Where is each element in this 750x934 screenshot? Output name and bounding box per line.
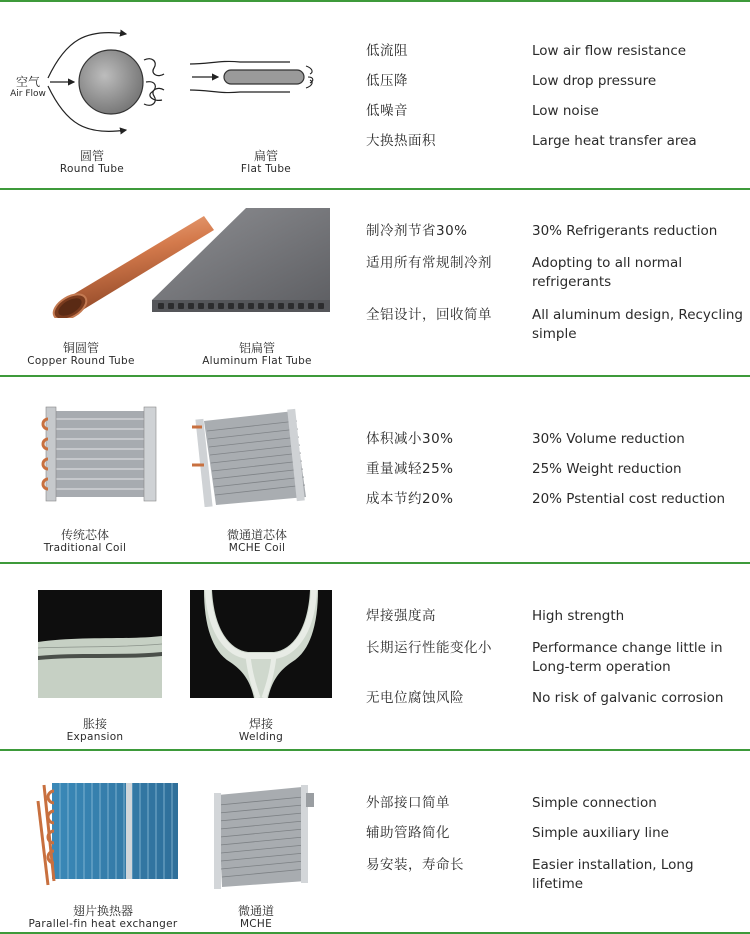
caption-zh: 微通道芯体 bbox=[226, 528, 287, 542]
airflow-label bbox=[6, 76, 50, 100]
feature-en: Performance change little in Long-term operation bbox=[532, 640, 723, 675]
feature-en: Easier installation, Long lifetime bbox=[532, 857, 694, 892]
feature-en: No risk of galvanic corrosion bbox=[532, 690, 724, 706]
caption-zh: 微通道 bbox=[237, 904, 274, 918]
expansion-joint-photo-icon bbox=[38, 590, 162, 698]
figure-caption bbox=[30, 529, 140, 555]
figure-caption bbox=[202, 529, 312, 555]
feature-en: Low drop pressure bbox=[532, 73, 657, 89]
mche-coil-photo-icon bbox=[190, 407, 322, 507]
feature-en: Low noise bbox=[532, 103, 599, 119]
feature-zh: 焊接强度高 bbox=[366, 608, 436, 624]
caption-en: Flat Tube bbox=[240, 163, 292, 175]
feature-en: Large heat transfer area bbox=[532, 133, 697, 149]
feature-zh: 低流阻 bbox=[366, 43, 408, 59]
figure-caption bbox=[28, 905, 178, 931]
feature-en: 30% Volume reduction bbox=[532, 431, 685, 447]
feature-en: 20% Pstential cost reduction bbox=[532, 491, 726, 507]
feature-zh: 成本节约20% bbox=[366, 491, 454, 507]
caption-en: Expansion bbox=[66, 731, 124, 743]
feature-zh: 无电位腐蚀风险 bbox=[366, 690, 464, 706]
feature-zh: 外部接口简单 bbox=[366, 795, 450, 811]
caption-zh: 传统芯体 bbox=[60, 528, 109, 542]
welding-joint-photo-icon bbox=[190, 590, 332, 698]
flat-tube-airflow-diagram-icon bbox=[190, 52, 330, 102]
figure-caption bbox=[40, 718, 150, 744]
figure-caption bbox=[40, 150, 144, 176]
feature-zh: 低压降 bbox=[366, 73, 408, 89]
section-finned-vs-mche bbox=[0, 751, 750, 932]
section-copper-vs-aluminum bbox=[0, 190, 750, 375]
caption-zh: 扁管 bbox=[253, 149, 278, 163]
feature-zh: 大换热面积 bbox=[366, 133, 436, 149]
caption-zh: 圆管 bbox=[79, 149, 104, 163]
feature-zh: 易安装，寿命长 bbox=[366, 857, 464, 873]
feature-zh: 体积减小30% bbox=[366, 431, 454, 447]
figure-caption bbox=[22, 342, 140, 368]
caption-en: MCHE Coil bbox=[228, 542, 286, 554]
aluminum-flat-tube-photo-icon bbox=[150, 206, 330, 314]
round-tube-airflow-diagram-icon bbox=[46, 20, 176, 145]
feature-zh: 制冷剂节省30% bbox=[366, 223, 468, 239]
figure-caption bbox=[214, 150, 318, 176]
feature-en: Low air flow resistance bbox=[532, 43, 687, 59]
feature-en: Adopting to all normal refrigerants bbox=[532, 255, 683, 290]
caption-en: Aluminum Flat Tube bbox=[202, 355, 312, 367]
traditional-coil-photo-icon bbox=[36, 403, 162, 503]
feature-zh: 重量减轻25% bbox=[366, 461, 454, 477]
mche-photo-icon bbox=[206, 783, 318, 891]
figure-caption bbox=[198, 342, 316, 368]
caption-zh: 铝扁管 bbox=[238, 341, 275, 355]
section-traditional-vs-mche-coil bbox=[0, 377, 750, 562]
feature-zh: 低噪音 bbox=[366, 103, 408, 119]
caption-zh: 焊接 bbox=[248, 717, 273, 731]
caption-en: Copper Round Tube bbox=[27, 355, 135, 367]
figure-caption bbox=[206, 718, 316, 744]
caption-en: Parallel-fin heat exchanger bbox=[28, 918, 178, 930]
caption-en: MCHE bbox=[239, 918, 273, 930]
feature-en: All aluminum design, Recycling simple bbox=[532, 307, 743, 342]
feature-en: High strength bbox=[532, 608, 625, 624]
parallel-fin-heat-exchanger-photo-icon bbox=[34, 781, 182, 891]
feature-zh: 长期运行性能变化小 bbox=[366, 640, 492, 656]
caption-zh: 胀接 bbox=[82, 717, 107, 731]
airflow-label-en: Air Flow bbox=[10, 89, 46, 99]
caption-en: Traditional Coil bbox=[43, 542, 127, 554]
caption-en: Welding bbox=[238, 731, 284, 743]
caption-zh: 铜圆管 bbox=[62, 341, 99, 355]
feature-en: Simple auxiliary line bbox=[532, 825, 669, 841]
feature-zh: 辅助管路简化 bbox=[366, 825, 450, 841]
figure-caption bbox=[206, 905, 306, 931]
airflow-label-zh: 空气 bbox=[15, 75, 40, 89]
section-expansion-vs-welding bbox=[0, 564, 750, 749]
caption-en: Round Tube bbox=[59, 163, 125, 175]
feature-en: Simple connection bbox=[532, 795, 657, 811]
feature-zh: 全铝设计，回收简单 bbox=[366, 307, 492, 323]
section-round-vs-flat bbox=[0, 0, 750, 188]
feature-zh: 适用所有常规制冷剂 bbox=[366, 255, 492, 271]
feature-en: 30% Refrigerants reduction bbox=[532, 223, 718, 239]
caption-zh: 翅片换热器 bbox=[72, 904, 133, 918]
feature-en: 25% Weight reduction bbox=[532, 461, 682, 477]
